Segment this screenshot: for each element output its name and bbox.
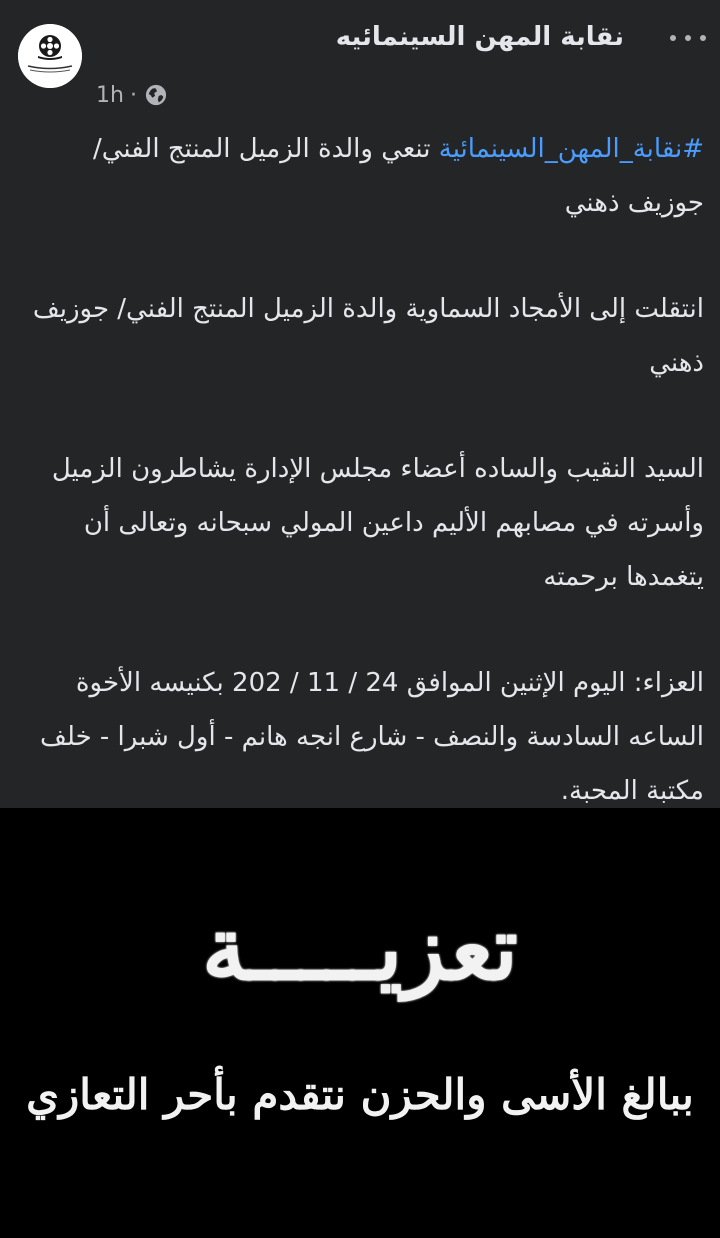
post-paragraph-1 bbox=[20, 122, 704, 230]
post-paragraph-1-text: تنعي والدة الزميل المنتج الفني/ جوزيف ذهني bbox=[92, 134, 704, 218]
post-meta bbox=[96, 80, 167, 110]
post-paragraph-3: السيد النقيب والساده أعضاء مجلس الإدارة يشاطرون الزميل وأسرته في مصابهم الأليم داعين المولي سبحانه وتعالى أن يتغمدها برحمته bbox=[51, 454, 704, 592]
post-time[interactable]: 1h bbox=[96, 82, 124, 108]
meta-separator: · bbox=[129, 82, 137, 108]
page-name[interactable]: نقابة المهن السينمائيه bbox=[335, 22, 624, 52]
avatar-logo bbox=[18, 24, 82, 88]
image-title: تعزيـــــة bbox=[201, 896, 519, 1000]
post-text bbox=[20, 122, 704, 818]
avatar[interactable] bbox=[18, 24, 82, 88]
more-options-icon[interactable] bbox=[670, 28, 706, 48]
post-header bbox=[0, 0, 720, 120]
image-subtitle: ببالغ الأسى والحزن نتقدم بأحر التعازي bbox=[26, 1070, 694, 1119]
globe-icon[interactable] bbox=[145, 84, 167, 106]
post-image[interactable] bbox=[0, 808, 720, 1238]
post-paragraph-2: انتقلت إلى الأمجاد السماوية والدة الزميل المنتج الفني/ جوزيف ذهني bbox=[32, 294, 704, 378]
hashtag-link[interactable]: #نقابة_المهن_السينمائية bbox=[438, 134, 704, 164]
post-paragraph-4: العزاء: اليوم الإثنين الموافق 24 / 11 / 202 بكنيسه الأخوة الساعه السادسة والنصف - شارع انجه هانم - أول شبرا - خلف مكتبة المحبة. bbox=[40, 668, 704, 806]
